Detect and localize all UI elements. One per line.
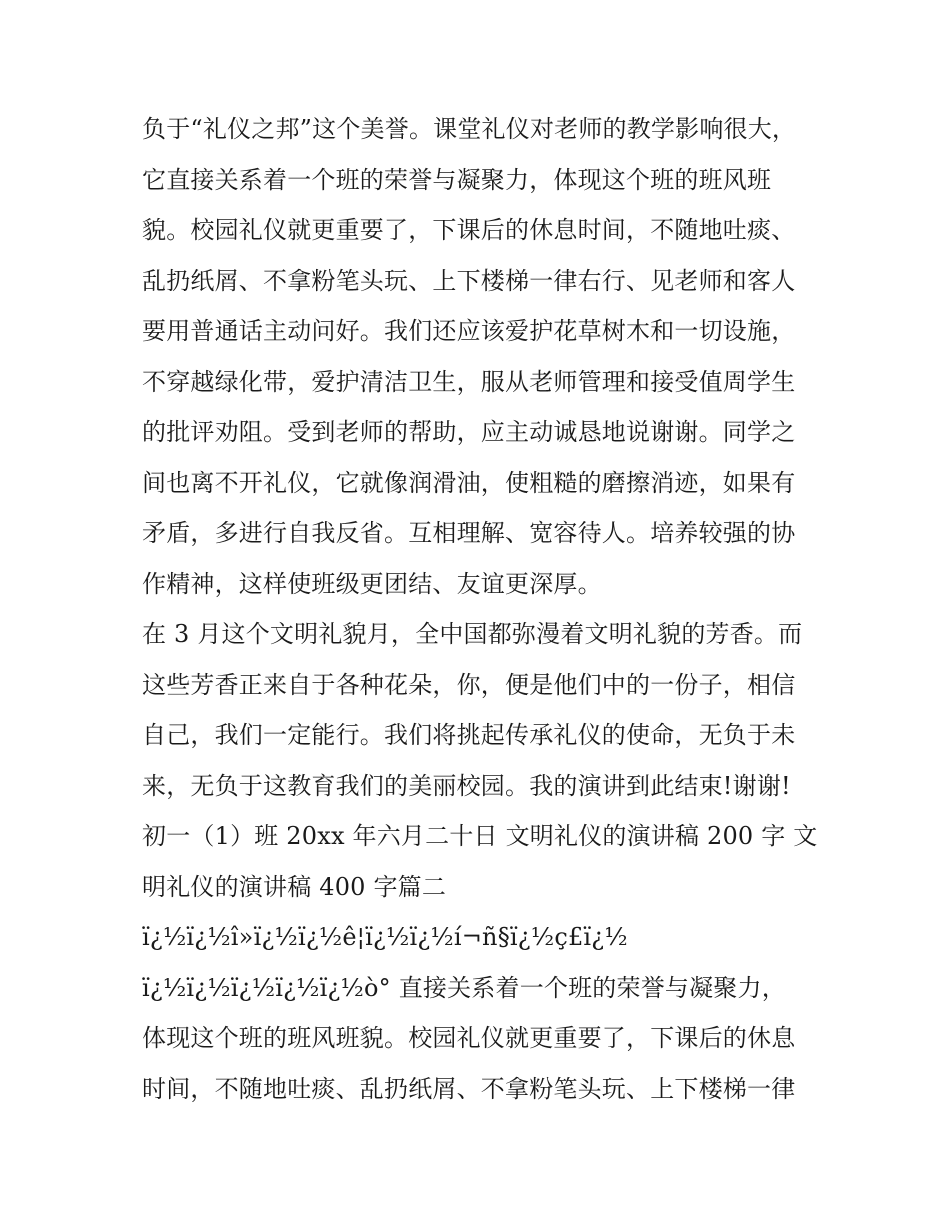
text-line: ï¿½ï¿½î»ï¿½ï¿½ê¦ï¿½ï¿½í¬ñ§ï¿½ç£ï¿½: [142, 923, 628, 951]
text-line: 作精神，这样使班级更团结、友谊更深厚。: [142, 569, 602, 598]
text-line: 自己，我们一定能行。我们将挑起传承礼仪的使命，无负于未: [142, 721, 796, 749]
text-line: 间也离不开礼仪，它就像润滑油，使粗糙的磨擦消迹，如果有: [142, 468, 796, 497]
text-line: ï¿½ï¿½ï¿½ï¿½ï¿½ò° 直接关系着一个班的荣誉与凝聚力，: [142, 973, 786, 1002]
text-line: 矛盾，多进行自我反省。互相理解、宽容待人。培养较强的协: [142, 519, 796, 547]
text-line: 来，无负于这教育我们的美丽校园。我的演讲到此结束!谢谢!: [142, 771, 791, 800]
text-line: 体现这个班的班风班貌。校园礼仪就更重要了，下课后的休息: [142, 1024, 796, 1052]
text-line: 这些芳香正来自于各种花朵，你，便是他们中的一份子，相信: [142, 670, 796, 699]
text-line: 的批评劝阻。受到老师的帮助，应主动诚恳地说谢谢。同学之: [142, 418, 796, 446]
text-line: 时间，不随地吐痰、乱扔纸屑、不拿粉笔头玩、上下楼梯一律: [142, 1074, 796, 1103]
text-line: 在 3 月这个文明礼貌月，全中国都弥漫着文明礼貌的芳香。而: [142, 620, 803, 648]
text-line: 不穿越绿化带，爱护清洁卫生，服从老师管理和接受值周学生: [142, 367, 796, 396]
text-line: 乱扔纸屑、不拿粉笔头玩、上下楼梯一律右行、见老师和客人: [142, 266, 796, 295]
text-line: 初一（1）班 20xx 年六月二十日 文明礼仪的演讲稿 200 字 文: [142, 822, 818, 850]
text-line: 负于“礼仪之邦”这个美誉。课堂礼仪对老师的教学影响很大，: [142, 115, 797, 143]
text-line: 貌。校园礼仪就更重要了，下课后的休息时间，不随地吐痰、: [142, 216, 796, 244]
text-line: 要用普通话主动问好。我们还应该爱护花草树木和一切设施，: [142, 317, 796, 345]
body-text: [142, 104, 822, 1114]
text-line: 它直接关系着一个班的荣誉与凝聚力，体现这个班的班风班: [142, 165, 772, 194]
text-line: 明礼仪的演讲稿 400 字篇二: [142, 872, 447, 901]
